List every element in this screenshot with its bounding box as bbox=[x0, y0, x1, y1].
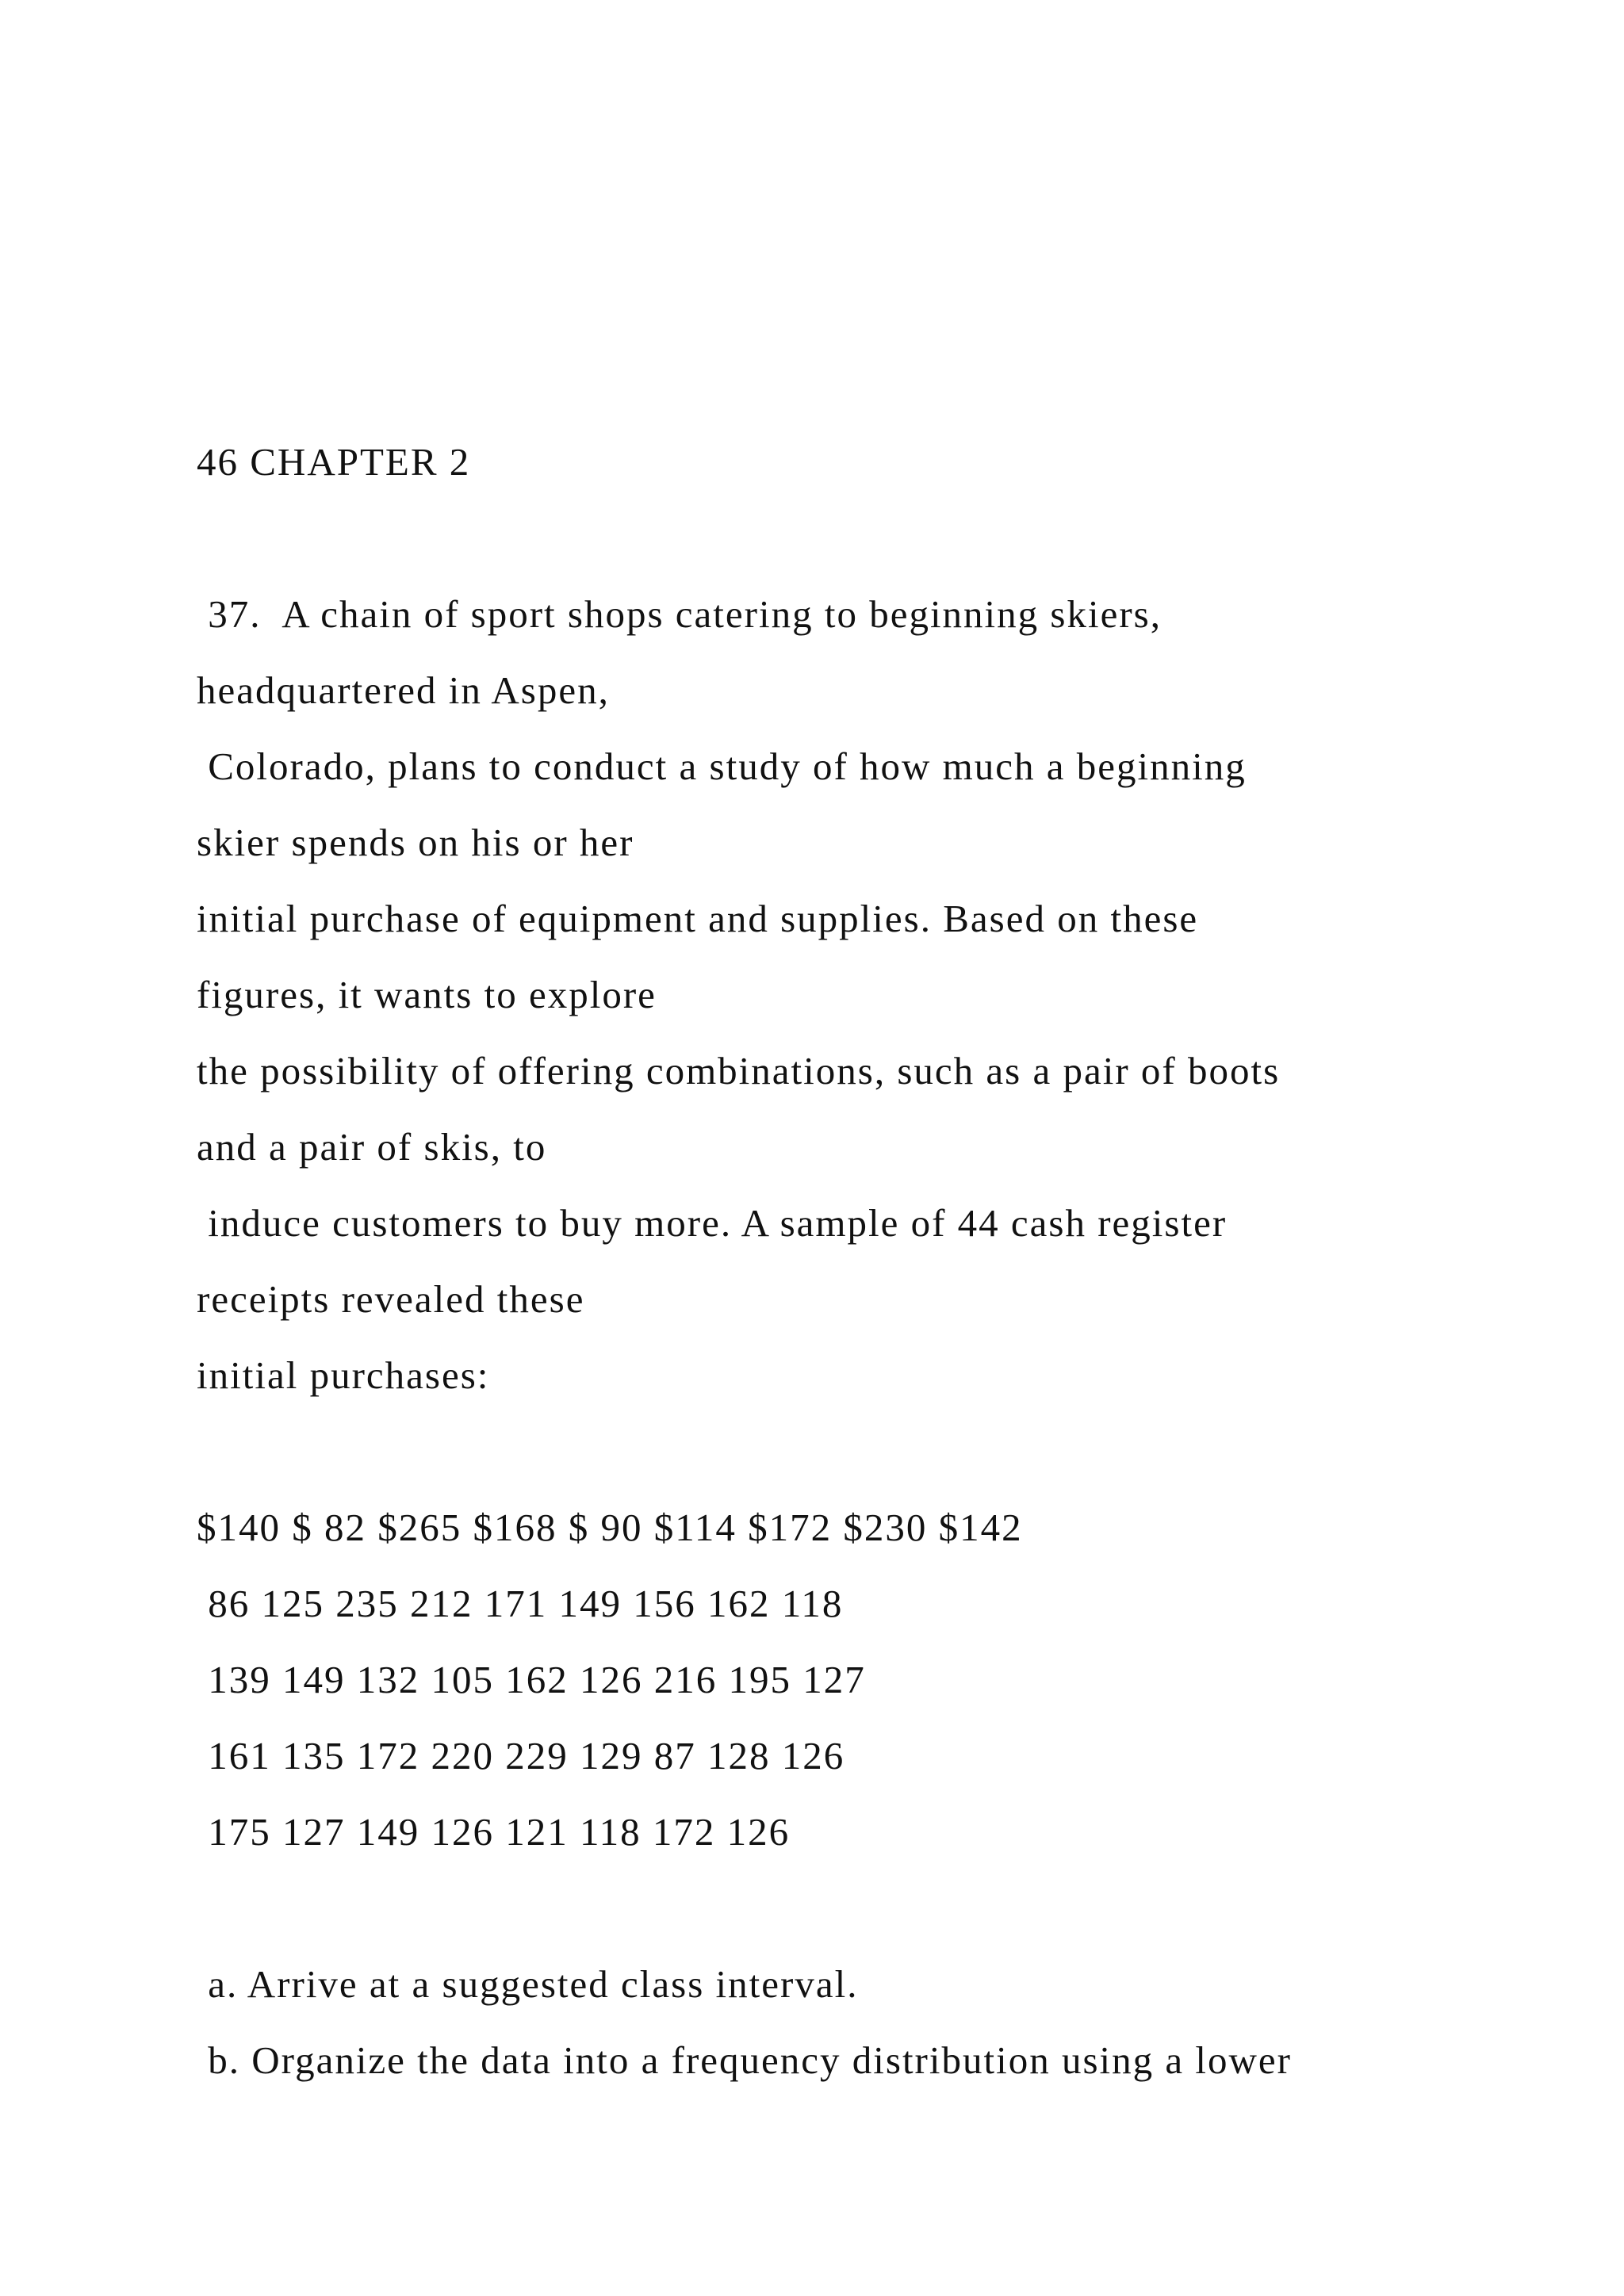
chapter-header: 46 CHAPTER 2 bbox=[197, 440, 471, 484]
problem-line: figures, it wants to explore bbox=[197, 973, 657, 1016]
problem-line: 37. A chain of sport shops catering to beginning skiers, bbox=[197, 592, 1162, 636]
problem-line: Colorado, plans to conduct a study of how much a beginning bbox=[197, 744, 1247, 788]
problem-line: the possibility of offering combinations, such as a pair of boots bbox=[197, 1049, 1281, 1093]
purchase-data-table bbox=[197, 1490, 1545, 1870]
data-row: 86 125 235 212 171 149 156 162 118 bbox=[197, 1582, 844, 1625]
problem-line: skier spends on his or her bbox=[197, 821, 634, 864]
problem-line: and a pair of skis, to bbox=[197, 1125, 547, 1169]
problem-line: induce customers to buy more. A sample of 44 cash register bbox=[197, 1201, 1228, 1245]
question-item: b. Organize the data into a frequency distribution using a lower bbox=[197, 2038, 1292, 2082]
data-row: 175 127 149 126 121 118 172 126 bbox=[197, 1810, 791, 1854]
spacer bbox=[197, 1870, 1545, 1946]
data-row: 139 149 132 105 162 126 216 195 127 bbox=[197, 1658, 866, 1701]
spacer bbox=[197, 1414, 1545, 1490]
document-body bbox=[197, 424, 1545, 2099]
problem-line: initial purchases: bbox=[197, 1353, 490, 1397]
problem-line: initial purchase of equipment and supplies. Based on these bbox=[197, 897, 1199, 940]
problem-text bbox=[197, 576, 1545, 1414]
data-row: 161 135 172 220 229 129 87 128 126 bbox=[197, 1734, 845, 1777]
question-list bbox=[197, 1946, 1545, 2099]
problem-line: receipts revealed these bbox=[197, 1277, 585, 1321]
problem-line: headquartered in Aspen, bbox=[197, 668, 610, 712]
data-row: $140 $ 82 $265 $168 $ 90 $114 $172 $230 $142 bbox=[197, 1506, 1023, 1549]
spacer bbox=[197, 500, 1545, 576]
question-item: a. Arrive at a suggested class interval. bbox=[197, 1962, 859, 2006]
